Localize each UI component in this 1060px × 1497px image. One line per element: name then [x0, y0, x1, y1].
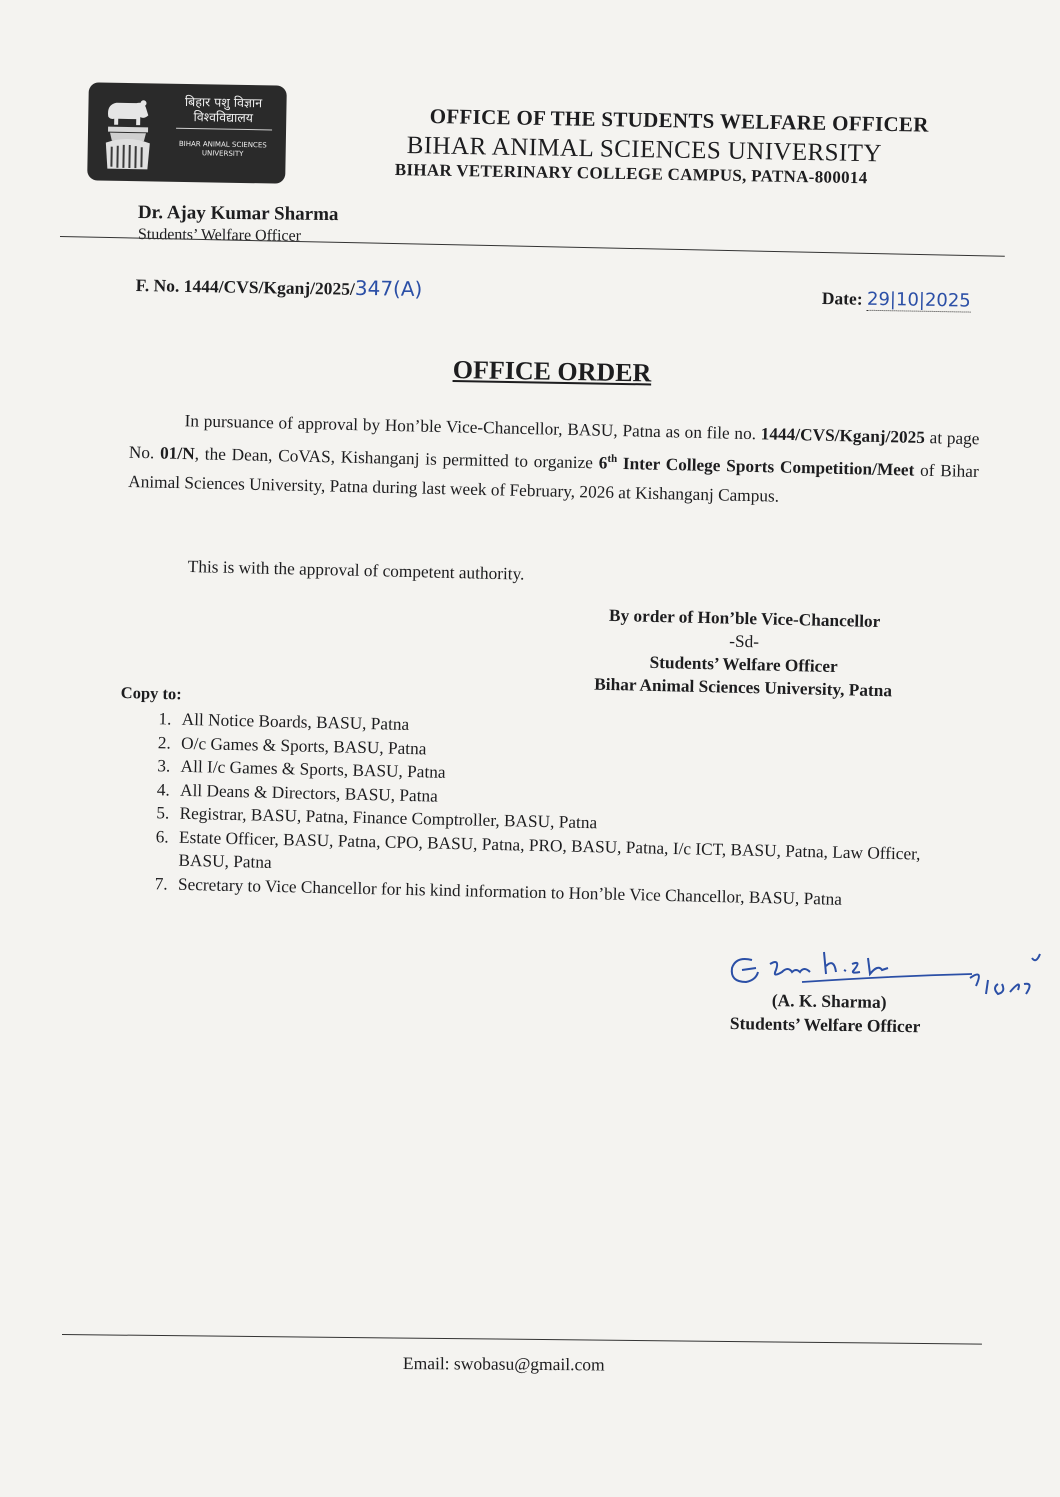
date-handwritten: 29|10|2025: [866, 288, 971, 312]
order-date: [822, 288, 971, 312]
sender-role: Students’ Welfare Officer: [137, 226, 302, 245]
footer-divider: [62, 1334, 982, 1345]
date-label: Date:: [821, 288, 868, 309]
copy-to-label: Copy to:: [120, 683, 182, 704]
university-heading: BIHAR ANIMAL SCIENCES UNIVERSITY: [406, 132, 883, 168]
file-number-handwritten: 347(A): [354, 275, 423, 301]
order-line2: -Sd-: [729, 631, 760, 652]
copy-to-item: 4. All Deans & Directors, BASU, Patna: [174, 778, 974, 820]
order-paragraph: [128, 405, 980, 515]
order-line4: Bihar Animal Sciences University, Patna: [594, 674, 893, 701]
body-file-no: 1444/CVS/Kganj/2025: [760, 424, 926, 448]
logo-english-line2: UNIVERSITY: [201, 149, 244, 158]
logo-hindi-line2: विश्वविद्यालय: [193, 109, 254, 126]
copy-to-item: 7. Secretary to Vice Chancellor for his kind information to Hon’ble Vice Chancellor, BASU, Patna: [172, 872, 972, 914]
body-text-b: at page No.: [128, 428, 980, 463]
body-text-d: of Bihar Animal Sciences University, Patna during last week of February, 2026 at Kishanganj Campus.: [128, 460, 979, 506]
handwritten-signature: [722, 938, 1042, 1000]
campus-heading: BIHAR VETERINARY COLLEGE CAMPUS, PATNA-800014: [394, 160, 868, 188]
logo-english-line1: BIHAR ANIMAL SCIENCES: [178, 139, 267, 150]
copy-to-item: 5. Registrar, BASU, Patna, Finance Comptroller, BASU, Patna: [173, 802, 973, 844]
logo-english-text: [166, 140, 280, 160]
order-authority-block: [568, 603, 920, 703]
order-line3: Students’ Welfare Officer: [649, 652, 838, 677]
bull-emblem-icon: [95, 88, 158, 175]
body-text-a: In pursuance of approval by Hon’ble Vice-Chancellor, BASU, Patna as on file no.: [184, 411, 761, 444]
order-body: [128, 405, 980, 515]
body-event: Inter College Sports Competition/Meet: [622, 453, 915, 480]
file-number: [136, 272, 423, 301]
logo-hindi-text: [166, 94, 281, 126]
body-text-c: , the Dean, CoVAS, Kishanganj is permitted to organize: [194, 444, 599, 473]
sender-name: Dr. Ajay Kumar Sharma: [137, 202, 339, 226]
signatory-title: Students’ Welfare Officer: [729, 1013, 921, 1037]
body-page-no: 01/N: [159, 443, 195, 464]
office-heading: OFFICE OF THE STUDENTS WELFARE OFFICER: [429, 104, 929, 137]
page-title: OFFICE ORDER: [452, 355, 652, 388]
copy-to-item: 3. All I/c Games & Sports, BASU, Patna: [174, 755, 974, 797]
header-divider: [60, 236, 1005, 257]
copy-to-list: [142, 707, 976, 914]
logo-divider: [176, 128, 272, 131]
copy-to-item: 1. All Notice Boards, BASU, Patna: [175, 708, 975, 750]
order-line1: By order of Hon’ble Vice-Chancellor: [608, 605, 881, 632]
footer-email: Email: swobasu@gmail.com: [402, 1353, 605, 1375]
signatory-name: (A. K. Sharma): [771, 990, 887, 1012]
approval-line: This is with the approval of competent authority.: [187, 557, 525, 584]
copy-to-item: 6. Estate Officer, BASU, Patna, CPO, BASU, Patna, PRO, BASU, Patna, I/c ICT, BASU, Patna, Law Officer, BASU, Patna: [172, 825, 973, 890]
university-logo: [87, 82, 287, 183]
body-ordinal: 6: [598, 453, 608, 473]
body-ordinal-suffix: th: [607, 452, 618, 466]
copy-to-item: 2. O/c Games & Sports, BASU, Patna: [175, 731, 975, 773]
logo-hindi-line1: बिहार पशु विज्ञान: [184, 93, 263, 111]
file-number-label: F. No. 1444/CVS/Kganj/2025/: [135, 274, 356, 299]
